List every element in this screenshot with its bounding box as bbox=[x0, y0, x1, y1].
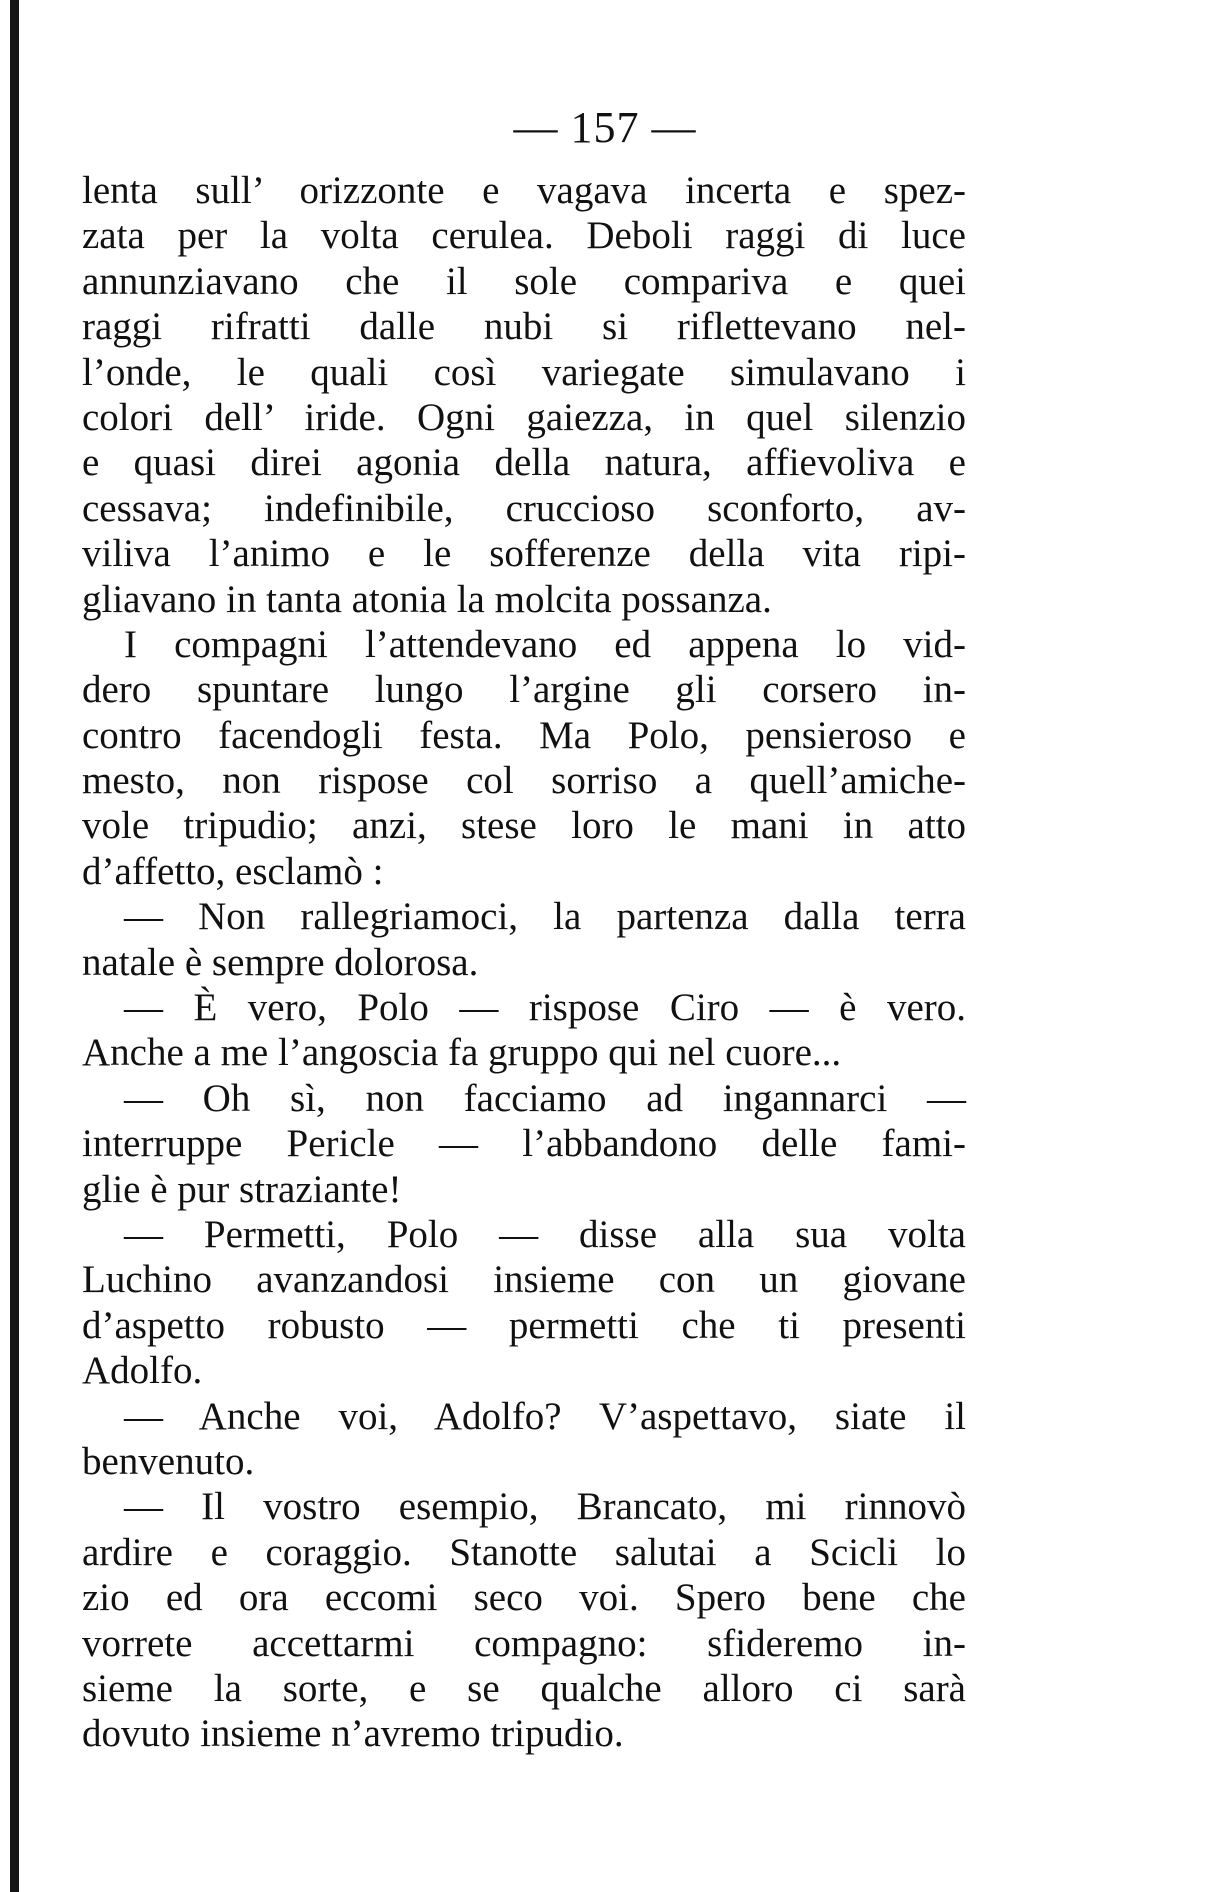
text-line: colori dell’ iride. Ogni gaiezza, in quel silenzio bbox=[82, 395, 966, 439]
text-line: mesto, non rispose col sorriso a quell’amiche- bbox=[82, 759, 966, 803]
text-line: viliva l’animo e le sofferenze della vita ripi- bbox=[82, 532, 966, 576]
text-line: l’onde, le quali così variegate simulavano i bbox=[82, 350, 966, 394]
text-line: sieme la sorte, e se qualche alloro ci sarà bbox=[82, 1666, 966, 1710]
text-line: natale è sempre dolorosa. bbox=[82, 940, 479, 984]
text-line: zio ed ora eccomi seco voi. Spero bene che bbox=[82, 1576, 966, 1620]
page-number: — 157 — bbox=[513, 103, 697, 152]
text-line: — Non rallegriamoci, la partenza dalla terra bbox=[124, 895, 966, 939]
text-line: — Il vostro esempio, Brancato, mi rinnovò bbox=[124, 1485, 966, 1529]
text-line: d’aspetto robusto — permetti che ti presenti bbox=[82, 1303, 966, 1347]
text-line: dovuto insieme n’avremo tripudio. bbox=[82, 1712, 624, 1756]
text-line: glie è pur straziante! bbox=[82, 1167, 402, 1211]
text-line: Anche a me l’angoscia fa gruppo qui nel cuore... bbox=[82, 1031, 842, 1075]
text-line: e quasi direi agonia della natura, affievoliva e bbox=[82, 441, 966, 485]
text-line: interruppe Pericle — l’abbandono delle fami- bbox=[82, 1122, 966, 1166]
text-line: — Oh sì, non facciamo ad ingannarci — bbox=[124, 1076, 966, 1120]
text-line: — Permetti, Polo — disse alla sua volta bbox=[124, 1212, 966, 1256]
text-line: gliavano in tanta atonia la molcita possanza. bbox=[82, 577, 772, 621]
text-line: zata per la volta cerulea. Deboli raggi di luce bbox=[82, 214, 966, 258]
text-line: lenta sull’ orizzonte e vagava incerta e spez- bbox=[82, 169, 966, 212]
text-line: vole tripudio; anzi, stese loro le mani in atto bbox=[82, 804, 966, 848]
page-binding-edge bbox=[10, 0, 19, 1892]
text-line: ardire e coraggio. Stanotte salutai a Scicli lo bbox=[82, 1530, 966, 1574]
body-text bbox=[82, 168, 966, 1757]
text-line: dero spuntare lungo l’argine gli corsero in- bbox=[82, 668, 966, 712]
text-line: benvenuto. bbox=[82, 1439, 255, 1483]
text-line: I compagni l’attendevano ed appena lo vid- bbox=[124, 622, 966, 666]
text-line: raggi rifratti dalle nubi si riflettevano nel- bbox=[82, 305, 966, 349]
text-line: — Anche voi, Adolfo? V’aspettavo, siate il bbox=[124, 1394, 966, 1438]
text-line: — È vero, Polo — rispose Ciro — è vero. bbox=[124, 986, 966, 1030]
text-line: Adolfo. bbox=[82, 1349, 203, 1393]
text-line: vorrete accettarmi compagno: sfideremo in- bbox=[82, 1621, 966, 1665]
text-line: d’affetto, esclamò : bbox=[82, 849, 384, 893]
text-line: contro facendogli festa. Ma Polo, pensieroso e bbox=[82, 713, 966, 757]
text-line: cessava; indefinibile, cruccioso sconforto, av- bbox=[82, 486, 966, 530]
text-line: annunziavano che il sole compariva e quei bbox=[82, 259, 966, 303]
text-line: Luchino avanzandosi insieme con un giovane bbox=[82, 1258, 966, 1302]
